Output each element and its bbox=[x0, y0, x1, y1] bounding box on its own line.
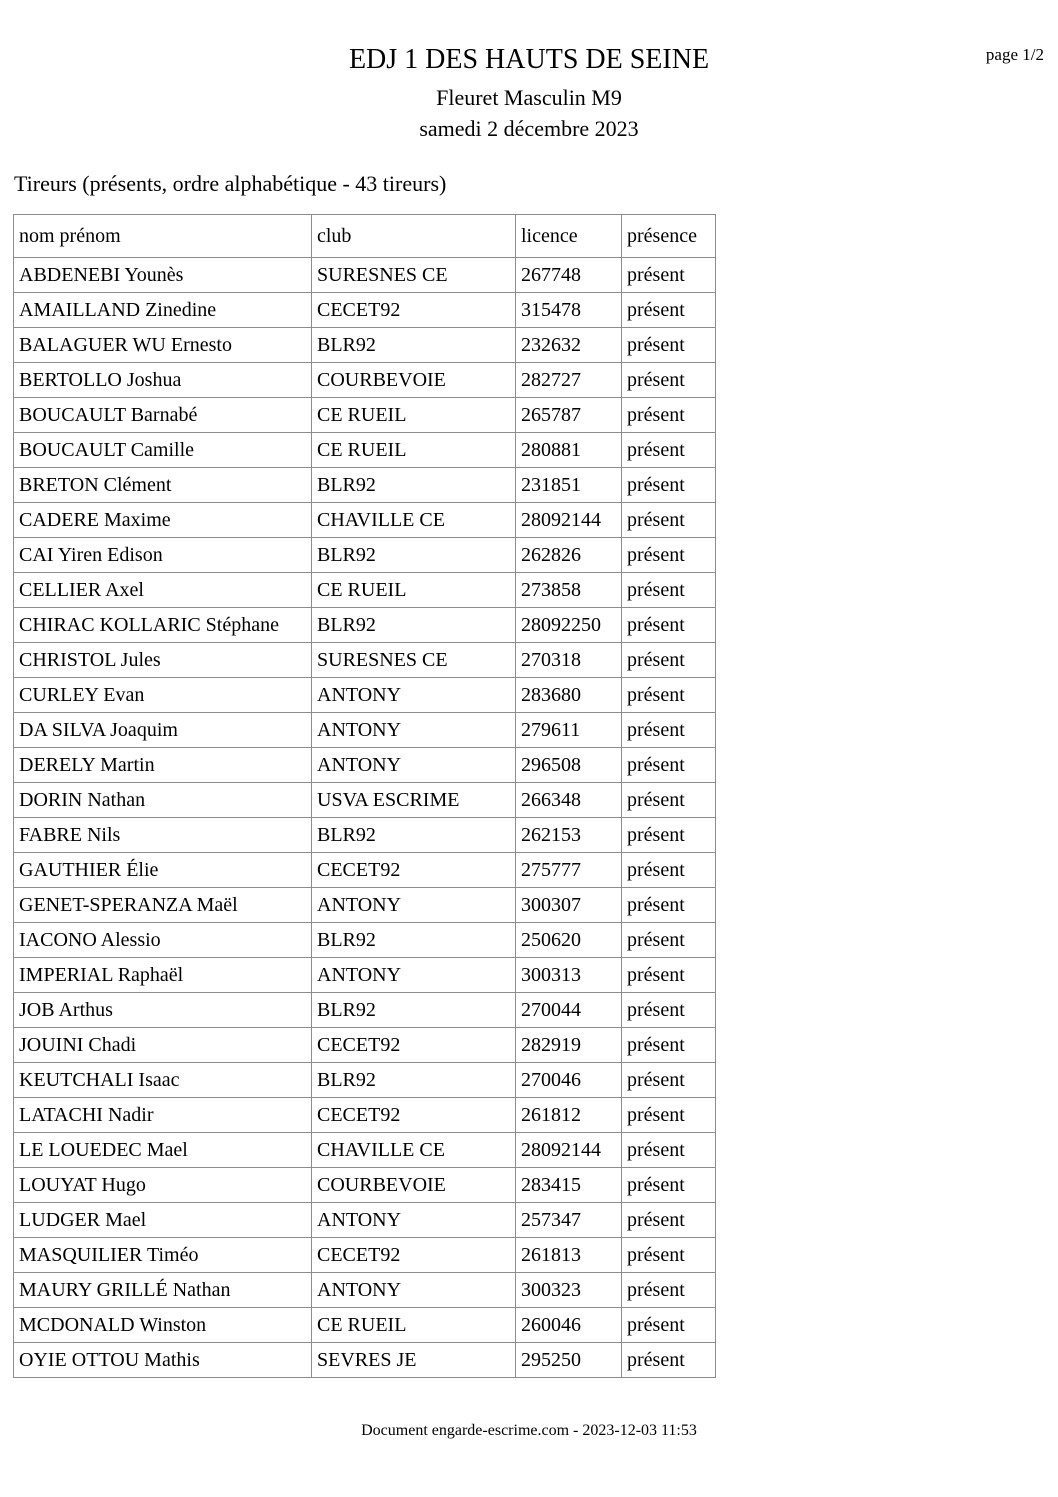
cell-name: JOUINI Chadi bbox=[14, 1028, 312, 1063]
cell-presence: présent bbox=[622, 1063, 716, 1098]
table-row bbox=[14, 923, 716, 958]
cell-presence: présent bbox=[622, 678, 716, 713]
page-number: page 1/2 bbox=[985, 45, 1044, 64]
cell-licence: 282919 bbox=[516, 1028, 622, 1063]
cell-licence: 232632 bbox=[516, 328, 622, 363]
cell-presence: présent bbox=[622, 538, 716, 573]
cell-name: DERELY Martin bbox=[14, 748, 312, 783]
cell-licence: 267748 bbox=[516, 258, 622, 293]
cell-name: BOUCAULT Barnabé bbox=[14, 398, 312, 433]
cell-club: CHAVILLE CE bbox=[312, 503, 516, 538]
cell-presence: présent bbox=[622, 888, 716, 923]
table-row bbox=[14, 258, 716, 293]
cell-name: IACONO Alessio bbox=[14, 923, 312, 958]
cell-name: BOUCAULT Camille bbox=[14, 433, 312, 468]
cell-name: MASQUILIER Timéo bbox=[14, 1238, 312, 1273]
table-row bbox=[14, 713, 716, 748]
column-header-club: club bbox=[312, 215, 516, 258]
cell-presence: présent bbox=[622, 783, 716, 818]
cell-name: GENET-SPERANZA Maël bbox=[14, 888, 312, 923]
cell-name: LOUYAT Hugo bbox=[14, 1168, 312, 1203]
cell-presence: présent bbox=[622, 433, 716, 468]
cell-club: CE RUEIL bbox=[312, 1308, 516, 1343]
table-row bbox=[14, 1028, 716, 1063]
cell-presence: présent bbox=[622, 643, 716, 678]
cell-club: ANTONY bbox=[312, 748, 516, 783]
cell-licence: 260046 bbox=[516, 1308, 622, 1343]
cell-presence: présent bbox=[622, 993, 716, 1028]
cell-licence: 231851 bbox=[516, 468, 622, 503]
cell-presence: présent bbox=[622, 853, 716, 888]
cell-licence: 282727 bbox=[516, 363, 622, 398]
cell-club: CECET92 bbox=[312, 1098, 516, 1133]
event-subtitle: Fleuret Masculin M9 bbox=[436, 85, 622, 110]
cell-club: SEVRES JE bbox=[312, 1343, 516, 1378]
cell-presence: présent bbox=[622, 958, 716, 993]
cell-club: CHAVILLE CE bbox=[312, 1133, 516, 1168]
cell-licence: 265787 bbox=[516, 398, 622, 433]
cell-club: BLR92 bbox=[312, 608, 516, 643]
table-row bbox=[14, 1098, 716, 1133]
cell-presence: présent bbox=[622, 1238, 716, 1273]
cell-club: ANTONY bbox=[312, 888, 516, 923]
cell-name: BALAGUER WU Ernesto bbox=[14, 328, 312, 363]
cell-club: ANTONY bbox=[312, 1273, 516, 1308]
cell-licence: 315478 bbox=[516, 293, 622, 328]
column-header-name: nom prénom bbox=[14, 215, 312, 258]
cell-name: CAI Yiren Edison bbox=[14, 538, 312, 573]
cell-club: BLR92 bbox=[312, 468, 516, 503]
cell-licence: 261812 bbox=[516, 1098, 622, 1133]
table-row bbox=[14, 1168, 716, 1203]
cell-name: MCDONALD Winston bbox=[14, 1308, 312, 1343]
cell-licence: 283415 bbox=[516, 1168, 622, 1203]
document-title: EDJ 1 DES HAUTS DE SEINE bbox=[348, 44, 710, 75]
cell-club: CE RUEIL bbox=[312, 433, 516, 468]
cell-name: OYIE OTTOU Mathis bbox=[14, 1343, 312, 1378]
cell-presence: présent bbox=[622, 398, 716, 433]
cell-name: BRETON Clément bbox=[14, 468, 312, 503]
table-row bbox=[14, 608, 716, 643]
cell-club: CECET92 bbox=[312, 1238, 516, 1273]
cell-name: LUDGER Mael bbox=[14, 1203, 312, 1238]
cell-club: BLR92 bbox=[312, 818, 516, 853]
cell-licence: 266348 bbox=[516, 783, 622, 818]
table-row bbox=[14, 538, 716, 573]
table-row bbox=[14, 888, 716, 923]
cell-club: CE RUEIL bbox=[312, 573, 516, 608]
cell-presence: présent bbox=[622, 923, 716, 958]
table-row bbox=[14, 1203, 716, 1238]
cell-club: COURBEVOIE bbox=[312, 363, 516, 398]
cell-name: DORIN Nathan bbox=[14, 783, 312, 818]
cell-name: JOB Arthus bbox=[14, 993, 312, 1028]
table-row bbox=[14, 818, 716, 853]
table-row bbox=[14, 328, 716, 363]
cell-name: CURLEY Evan bbox=[14, 678, 312, 713]
cell-name: ABDENEBI Younès bbox=[14, 258, 312, 293]
cell-licence: 280881 bbox=[516, 433, 622, 468]
cell-club: BLR92 bbox=[312, 923, 516, 958]
table-row bbox=[14, 398, 716, 433]
cell-presence: présent bbox=[622, 818, 716, 853]
table-row bbox=[14, 433, 716, 468]
cell-club: SURESNES CE bbox=[312, 643, 516, 678]
cell-name: CHRISTOL Jules bbox=[14, 643, 312, 678]
table-row bbox=[14, 678, 716, 713]
cell-presence: présent bbox=[622, 1098, 716, 1133]
cell-presence: présent bbox=[622, 1308, 716, 1343]
cell-presence: présent bbox=[622, 748, 716, 783]
cell-licence: 300307 bbox=[516, 888, 622, 923]
table-row bbox=[14, 1308, 716, 1343]
cell-presence: présent bbox=[622, 1133, 716, 1168]
cell-presence: présent bbox=[622, 573, 716, 608]
cell-licence: 270046 bbox=[516, 1063, 622, 1098]
cell-club: ANTONY bbox=[312, 678, 516, 713]
cell-presence: présent bbox=[622, 468, 716, 503]
cell-presence: présent bbox=[622, 1203, 716, 1238]
cell-name: CHIRAC KOLLARIC Stéphane bbox=[14, 608, 312, 643]
cell-licence: 28092250 bbox=[516, 608, 622, 643]
table-row bbox=[14, 363, 716, 398]
cell-presence: présent bbox=[622, 1343, 716, 1378]
cell-name: DA SILVA Joaquim bbox=[14, 713, 312, 748]
cell-club: ANTONY bbox=[312, 958, 516, 993]
cell-licence: 295250 bbox=[516, 1343, 622, 1378]
cell-presence: présent bbox=[622, 608, 716, 643]
cell-presence: présent bbox=[622, 363, 716, 398]
cell-licence: 250620 bbox=[516, 923, 622, 958]
table-body bbox=[14, 258, 716, 1378]
table-row bbox=[14, 748, 716, 783]
cell-licence: 28092144 bbox=[516, 503, 622, 538]
cell-presence: présent bbox=[622, 1168, 716, 1203]
cell-name: FABRE Nils bbox=[14, 818, 312, 853]
table-row bbox=[14, 958, 716, 993]
event-date: samedi 2 décembre 2023 bbox=[419, 116, 639, 141]
cell-licence: 262826 bbox=[516, 538, 622, 573]
cell-name: LE LOUEDEC Mael bbox=[14, 1133, 312, 1168]
cell-licence: 273858 bbox=[516, 573, 622, 608]
cell-club: CE RUEIL bbox=[312, 398, 516, 433]
table-row bbox=[14, 853, 716, 888]
section-heading: Tireurs (présents, ordre alphabétique - 43 tireurs) bbox=[14, 171, 447, 196]
cell-licence: 279611 bbox=[516, 713, 622, 748]
cell-club: ANTONY bbox=[312, 713, 516, 748]
table-row bbox=[14, 783, 716, 818]
cell-presence: présent bbox=[622, 713, 716, 748]
table-row bbox=[14, 1343, 716, 1378]
cell-licence: 283680 bbox=[516, 678, 622, 713]
table-row bbox=[14, 993, 716, 1028]
table-row bbox=[14, 468, 716, 503]
cell-licence: 261813 bbox=[516, 1238, 622, 1273]
cell-club: BLR92 bbox=[312, 328, 516, 363]
cell-club: USVA ESCRIME bbox=[312, 783, 516, 818]
cell-name: LATACHI Nadir bbox=[14, 1098, 312, 1133]
cell-name: CADERE Maxime bbox=[14, 503, 312, 538]
cell-name: CELLIER Axel bbox=[14, 573, 312, 608]
fencers-table bbox=[13, 214, 716, 1378]
cell-presence: présent bbox=[622, 293, 716, 328]
cell-presence: présent bbox=[622, 1273, 716, 1308]
table-row bbox=[14, 293, 716, 328]
cell-licence: 275777 bbox=[516, 853, 622, 888]
cell-presence: présent bbox=[622, 328, 716, 363]
cell-presence: présent bbox=[622, 258, 716, 293]
table-row bbox=[14, 573, 716, 608]
footer-text: Document engarde-escrime.com - 2023-12-03 11:53 bbox=[361, 1422, 697, 1439]
cell-club: CECET92 bbox=[312, 1028, 516, 1063]
table-row bbox=[14, 503, 716, 538]
cell-club: BLR92 bbox=[312, 538, 516, 573]
table-header-row bbox=[14, 215, 716, 258]
cell-name: MAURY GRILLÉ Nathan bbox=[14, 1273, 312, 1308]
cell-licence: 262153 bbox=[516, 818, 622, 853]
column-header-presence: présence bbox=[622, 215, 716, 258]
cell-name: IMPERIAL Raphaël bbox=[14, 958, 312, 993]
cell-licence: 300323 bbox=[516, 1273, 622, 1308]
cell-licence: 257347 bbox=[516, 1203, 622, 1238]
table-row bbox=[14, 1238, 716, 1273]
cell-licence: 296508 bbox=[516, 748, 622, 783]
cell-club: BLR92 bbox=[312, 1063, 516, 1098]
cell-club: CECET92 bbox=[312, 293, 516, 328]
cell-name: GAUTHIER Élie bbox=[14, 853, 312, 888]
cell-name: AMAILLAND Zinedine bbox=[14, 293, 312, 328]
cell-club: SURESNES CE bbox=[312, 258, 516, 293]
cell-name: KEUTCHALI Isaac bbox=[14, 1063, 312, 1098]
cell-club: ANTONY bbox=[312, 1203, 516, 1238]
cell-presence: présent bbox=[622, 503, 716, 538]
cell-licence: 270044 bbox=[516, 993, 622, 1028]
column-header-licence: licence bbox=[516, 215, 622, 258]
table-row bbox=[14, 1133, 716, 1168]
cell-club: BLR92 bbox=[312, 993, 516, 1028]
cell-club: CECET92 bbox=[312, 853, 516, 888]
cell-licence: 28092144 bbox=[516, 1133, 622, 1168]
table-row bbox=[14, 1063, 716, 1098]
cell-name: BERTOLLO Joshua bbox=[14, 363, 312, 398]
table-row bbox=[14, 1273, 716, 1308]
cell-presence: présent bbox=[622, 1028, 716, 1063]
cell-club: COURBEVOIE bbox=[312, 1168, 516, 1203]
cell-licence: 300313 bbox=[516, 958, 622, 993]
cell-licence: 270318 bbox=[516, 643, 622, 678]
table-row bbox=[14, 643, 716, 678]
